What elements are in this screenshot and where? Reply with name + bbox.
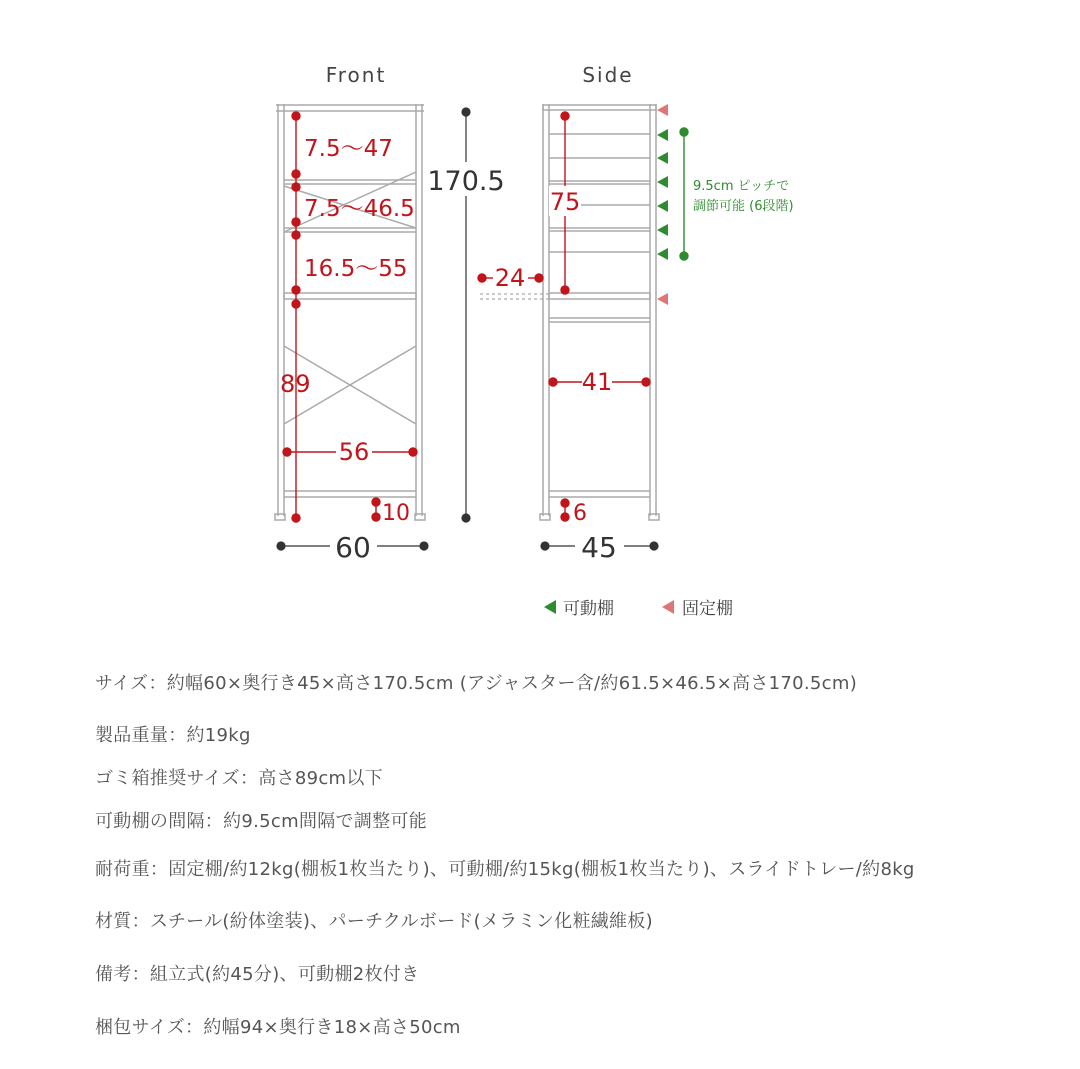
spec-material: 材質：スチール(紛体塗装)、パーチクルボード(メラミン化粧繊維板) (95, 911, 654, 932)
spec-package-size: 梱包サイズ：約幅94×奥行き18×高さ50cm (95, 1017, 461, 1038)
dim-tray-depth: 24 (494, 264, 526, 292)
pitch-bracket (680, 128, 688, 260)
front-title: Front (325, 63, 387, 87)
dim-inner-width: 56 (338, 438, 370, 466)
slide-tray-outline (480, 294, 549, 299)
movable-shelf-markers (657, 129, 668, 260)
spec-notes: 備考：組立式(約45分)、可動棚2枚付き (95, 964, 420, 985)
dim-depth: 45 (581, 531, 617, 564)
dim-total-height: 170.5 (427, 166, 505, 197)
spec-size: サイズ：約幅60×奥行き45×高さ170.5cm (アジャスター含/約61.5×46.5×高さ170.5cm) (95, 673, 858, 694)
legend-fixed-marker (662, 600, 674, 614)
dim-width: 60 (335, 531, 371, 564)
legend-fixed-label: 固定棚 (682, 599, 733, 619)
dim-lower-height: 89 (280, 370, 311, 398)
fixed-shelf-marker-bottom (657, 293, 668, 305)
side-title: Side (582, 63, 634, 87)
pitch-note-line2: 調節可能 (6段階) (693, 199, 794, 214)
spec-load-capacity: 耐荷重：固定棚/約12kg(棚板1枚当たり)、可動棚/約15kg(棚板1枚当たり)、スライドトレー/約8kg (95, 859, 915, 880)
fixed-shelf-marker-top (657, 104, 668, 116)
legend (544, 599, 733, 619)
dim-front-bottom-clearance: 10 (382, 501, 410, 526)
dim-inner-depth: 41 (581, 368, 613, 396)
side-frame (540, 104, 659, 520)
dim-shelf2-range: 7.5～46.5 (304, 196, 415, 222)
dim-side-upper: 75 (549, 188, 581, 216)
spec-trash-size: ゴミ箱推奨サイズ：高さ89cm以下 (95, 768, 383, 789)
dim-side-bottom-clearance: 6 (573, 501, 587, 526)
dim-shelf1-range: 7.5～47 (304, 136, 393, 162)
dim-shelf3-range: 16.5～55 (304, 256, 408, 282)
spec-weight: 製品重量：約19kg (95, 725, 251, 746)
legend-movable-label: 可動棚 (563, 599, 614, 619)
pitch-note-line1: 9.5cm ピッチで (693, 179, 790, 194)
legend-movable-marker (544, 600, 556, 614)
spec-shelf-interval: 可動棚の間隔：約9.5cm間隔で調整可能 (95, 811, 428, 832)
